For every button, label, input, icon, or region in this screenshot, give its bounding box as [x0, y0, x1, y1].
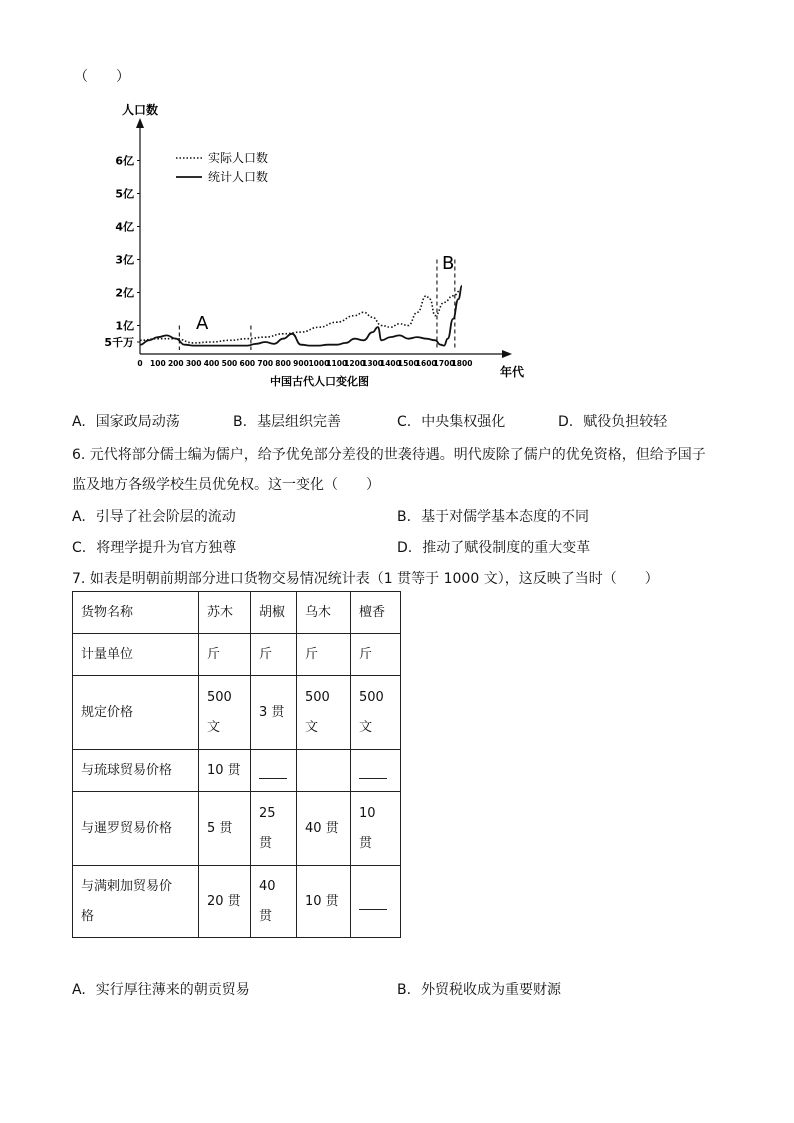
answer-paren: （ ）: [74, 69, 130, 85]
q7-stem: 7. 如表是明朝前期部分进口货物交易情况统计表（1 贯等于 1000 文），这反映了当时（ ）: [72, 571, 659, 587]
table-cell: 斤: [251, 634, 297, 676]
table-cell: 苏木: [199, 592, 251, 634]
y-tick-label: 4亿: [115, 220, 134, 234]
table-cell: 与暹罗贸易价格: [73, 792, 199, 866]
q5-option-b[interactable]: B. 基层组织完善: [233, 414, 342, 430]
table-cell: 计量单位: [73, 634, 199, 676]
table-cell: 乌木: [297, 592, 351, 634]
table-cell: 40 贯: [297, 792, 351, 866]
x-tick-label: 1400: [380, 359, 401, 368]
chart-caption: 中国古代人口变化图: [270, 375, 369, 388]
q5-option-d[interactable]: D. 赋役负担较轻: [558, 414, 668, 430]
table-cell: 500 文: [199, 676, 251, 750]
x-tick-label: 1700: [433, 359, 455, 368]
x-tick-label: 400: [203, 359, 220, 368]
table-cell: 10 贯: [199, 750, 251, 792]
x-tick-label: 600: [239, 359, 256, 368]
blank-line: [259, 762, 287, 779]
x-tick-label: 1100: [326, 359, 348, 368]
q5-option-a[interactable]: A. 国家政局动荡: [72, 414, 180, 430]
q5-option-c[interactable]: C. 中央集权强化: [397, 414, 506, 430]
table-cell: 10 贯: [297, 866, 351, 938]
x-tick-label: 100: [150, 359, 166, 368]
x-tick-label: 1600: [415, 359, 437, 368]
table-cell: 规定价格: [73, 676, 199, 750]
q7-option-b[interactable]: B. 外贸税收成为重要财源: [397, 982, 562, 998]
x-tick-label: 1500: [397, 359, 419, 368]
table-cell: 3 贯: [251, 676, 297, 750]
q7-option-a[interactable]: A. 实行厚往薄来的朝贡贸易: [72, 982, 250, 998]
table-cell: 与琉球贸易价格: [73, 750, 199, 792]
x-axis-label: 年代: [500, 365, 525, 379]
table-cell: [351, 750, 401, 792]
table-cell: 斤: [199, 634, 251, 676]
x-axis-arrow: [502, 350, 512, 358]
x-tick-label: 700: [257, 359, 274, 368]
q6-stem-line2: 监及地方各级学校生员优免权。这一变化（ ）: [72, 477, 380, 493]
table-cell: 20 贯: [199, 866, 251, 938]
y-axis-label: 人口数: [122, 103, 159, 117]
legend-actual-label: 实际人口数: [208, 151, 269, 165]
table-cell: [297, 750, 351, 792]
table-cell: 胡椒: [251, 592, 297, 634]
y-tick-label: 1亿: [115, 319, 134, 333]
table-row: [73, 592, 401, 634]
table-cell: 10 贯: [351, 792, 401, 866]
table-cell: 500 文: [297, 676, 351, 750]
q6-option-a[interactable]: A. 引导了社会阶层的流动: [72, 509, 236, 525]
x-tick-label: 1800: [451, 359, 473, 368]
table-row: [73, 676, 401, 750]
x-tick-label: 500: [221, 359, 238, 368]
actual-population-line: [140, 289, 462, 343]
blank-line: [359, 893, 387, 910]
x-tick-label: 0: [137, 359, 143, 368]
blank-line: [359, 762, 387, 779]
table-cell: 25 贯: [251, 792, 297, 866]
x-tick-label: 200: [167, 359, 184, 368]
y-tick-label: 6亿: [115, 154, 134, 168]
table-cell: 40 贯: [251, 866, 297, 938]
y-tick-label: 5千万: [104, 336, 134, 349]
legend-stat-label: 统计人口数: [208, 170, 269, 184]
y-tick-label: 3亿: [115, 253, 134, 267]
table-cell: 檀香: [351, 592, 401, 634]
q6-stem-line1: 6. 元代将部分儒士编为儒户，给予优免部分差役的世袭待遇。明代废除了儒户的优免资格，但给予国子: [72, 447, 706, 463]
table-row: [73, 866, 401, 938]
y-tick-label: 5亿: [115, 187, 134, 201]
table-row: [73, 750, 401, 792]
table-row: [73, 792, 401, 866]
x-tick-label: 1200: [344, 359, 366, 368]
table-cell: 斤: [297, 634, 351, 676]
region-a-label: A: [196, 313, 209, 334]
x-tick-label: 1000: [308, 359, 330, 368]
x-tick-label: 800: [275, 359, 291, 368]
import-goods-table: [72, 591, 401, 938]
table-cell: 与满剌加贸易价 格: [73, 866, 199, 938]
q6-option-d[interactable]: D. 推动了赋役制度的重大变革: [397, 540, 591, 556]
region-b-label: B: [442, 253, 455, 274]
y-axis-arrow: [136, 118, 144, 128]
population-chart: [90, 96, 540, 396]
x-tick-label: 300: [185, 359, 202, 368]
x-tick-label: 900: [293, 359, 309, 368]
x-tick-label: 1300: [362, 359, 383, 368]
table-cell: 500 文: [351, 676, 401, 750]
table-cell: 货物名称: [73, 592, 199, 634]
q6-option-c[interactable]: C. 将理学提升为官方独尊: [72, 540, 237, 556]
q6-option-b[interactable]: B. 基于对儒学基本态度的不同: [397, 509, 590, 525]
table-cell: [351, 866, 401, 938]
table-cell: 斤: [351, 634, 401, 676]
y-tick-label: 2亿: [115, 286, 134, 300]
table-cell: [251, 750, 297, 792]
table-cell: 5 贯: [199, 792, 251, 866]
table-row: [73, 634, 401, 676]
